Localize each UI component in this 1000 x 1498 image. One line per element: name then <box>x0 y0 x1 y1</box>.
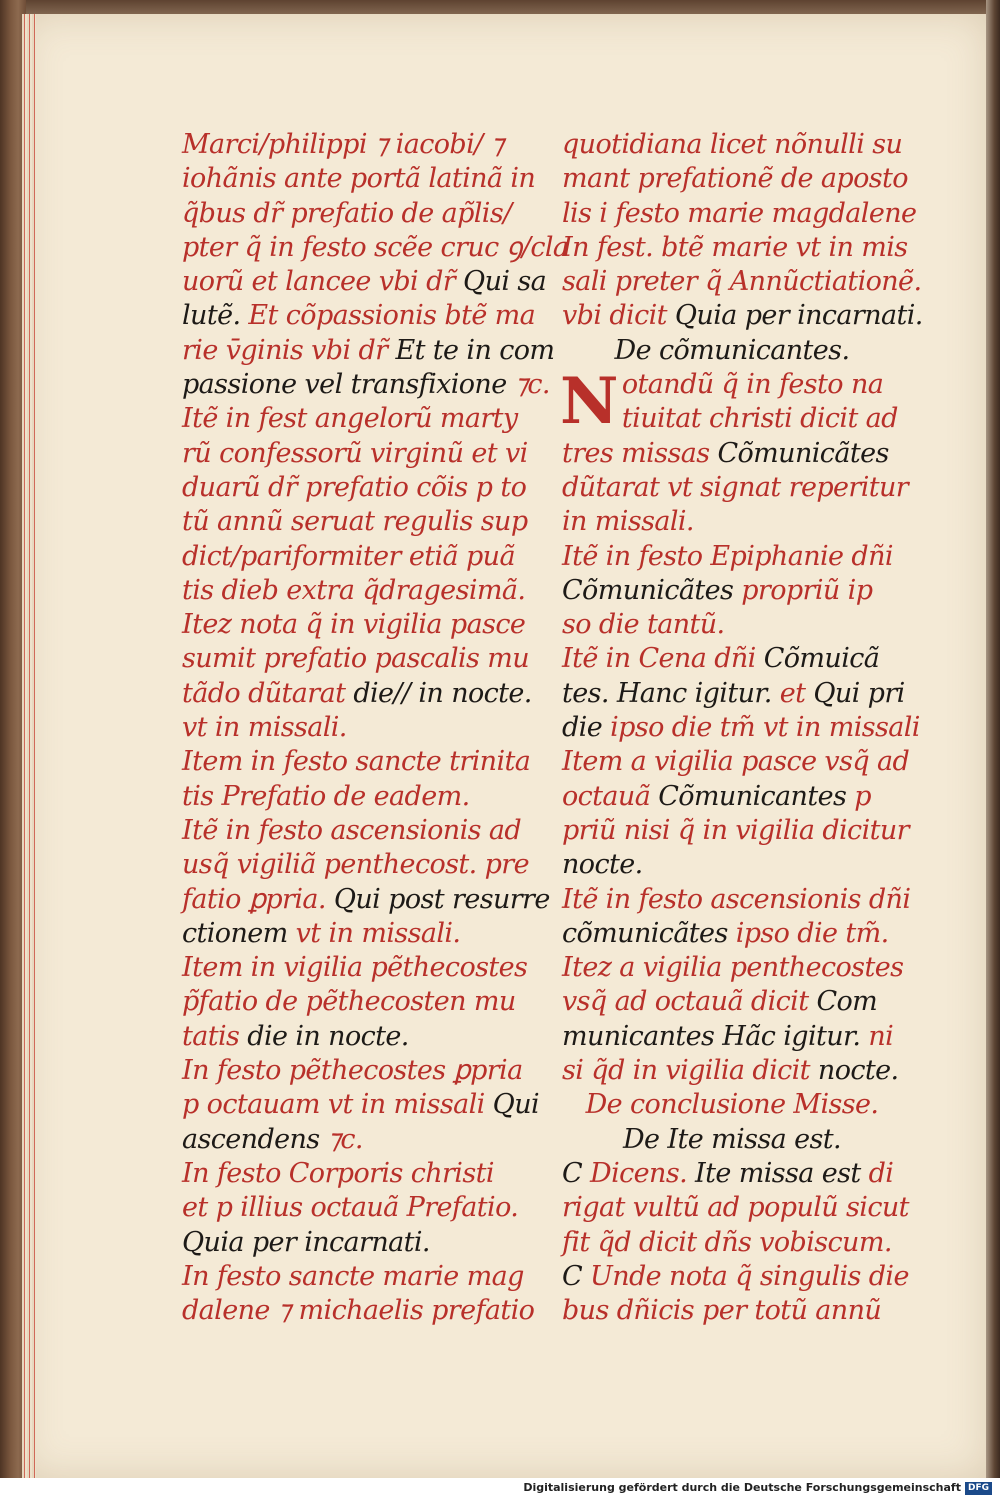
red-text-segment: octauã <box>562 780 659 812</box>
black-text-segment: passione vel transfixione <box>182 369 515 401</box>
red-text-segment: iohãnis ante portã latinã in <box>182 163 536 195</box>
footer-credit-text: Digitalisierung gefördert durch die Deutsche Forschungsgemeinschaft <box>523 1481 961 1494</box>
red-text-segment: Itẽ in fest angelorũ marty <box>182 403 518 435</box>
text-line <box>182 1088 540 1122</box>
text-line <box>562 471 909 505</box>
red-text-segment: p <box>854 780 871 812</box>
text-line <box>182 505 528 539</box>
text-line <box>562 334 902 368</box>
red-text-segment: uorũ et lancee vbi dr̃ <box>182 266 464 298</box>
red-text-segment: ipso die tm̃ vt in missali <box>610 712 920 744</box>
black-text-segment: Cõmunicãtes <box>562 574 742 606</box>
text-line <box>182 814 522 848</box>
red-text-segment: dict/pariformiter etiã puã <box>182 540 515 572</box>
red-text-segment: dũtarat vt signat reperitur <box>562 471 909 503</box>
red-text-segment: tiuitat christi dicit ad <box>621 403 898 435</box>
text-line <box>562 848 902 882</box>
red-text-segment: sumit prefatio pascalis mu <box>182 643 530 675</box>
red-text-segment: Marci/philippi ⁊ iacobi/ ⁊ <box>182 129 504 160</box>
black-text-segment: Qui pri <box>813 677 905 709</box>
text-line <box>562 574 902 608</box>
red-text-segment: Dicens. <box>590 1157 696 1189</box>
black-text-segment: Quia per incarnati. <box>182 1226 430 1258</box>
red-text-segment: pter q̃ in festo scẽe cruc ꝯ/cla <box>182 231 569 263</box>
text-line <box>562 1088 902 1122</box>
text-line <box>182 265 547 299</box>
black-text-segment: cõmunicãtes <box>562 917 736 949</box>
red-text-segment: in missali. <box>562 506 694 538</box>
text-line <box>562 299 923 333</box>
text-line <box>182 1157 522 1191</box>
red-text-segment: rie v̄ginis vbi dr̃ <box>182 334 396 366</box>
text-line <box>182 540 522 574</box>
text-line <box>562 745 910 779</box>
black-text-segment: Qui post resurre <box>333 883 550 915</box>
dfg-logo-icon: DFG <box>965 1482 992 1495</box>
text-line <box>182 231 569 265</box>
red-text-segment: sali preter q̃ Annũctiationẽ. <box>562 266 922 298</box>
red-text-segment: Item a vigilia pasce vsq̃ ad <box>562 746 910 778</box>
text-line <box>562 1157 902 1191</box>
red-text-segment: Itez a vigilia penthecostes <box>562 952 904 984</box>
red-text-segment: Item in festo sancte trinita <box>182 746 531 778</box>
red-text-segment: mant prefationẽ de aposto <box>562 163 908 195</box>
text-line <box>182 162 536 196</box>
red-text-segment: In festo Corporis christi <box>182 1157 494 1189</box>
black-text-segment: Cõmuicã <box>763 643 880 675</box>
red-text-segment: dalene ⁊ michaelis prefatio <box>182 1295 535 1327</box>
text-line <box>182 608 526 642</box>
text-line <box>562 1054 902 1088</box>
black-text-segment: die in nocte. <box>247 1020 409 1052</box>
black-text-segment: Qui sa <box>463 266 547 298</box>
decorated-initial: N <box>560 364 618 440</box>
red-text-segment: lis i festo marie magdalene <box>562 197 917 229</box>
black-text-segment: municantes Hãc igitur. <box>562 1020 869 1052</box>
text-line <box>182 848 529 882</box>
text-line <box>562 780 902 814</box>
red-text-segment: In festo pẽthecostes ꝑpria <box>182 1055 523 1087</box>
black-text-segment: Cõmunicãtes <box>717 437 889 469</box>
text-line <box>182 1020 522 1054</box>
red-text-segment: di <box>868 1157 894 1189</box>
red-text-segment: In festo sancte marie mag <box>182 1260 524 1292</box>
black-text-segment: De Ite missa est. <box>623 1123 841 1155</box>
red-text-segment: vsq̃ ad octauã dicit <box>562 986 817 1018</box>
text-line <box>182 1123 522 1157</box>
red-text-segment: tres missas <box>562 437 718 469</box>
text-line <box>562 162 908 196</box>
page-edge-lines <box>22 14 36 1478</box>
left-text-column <box>182 128 569 1328</box>
black-text-segment: nocte. <box>562 849 643 881</box>
red-text-segment: tatis <box>182 1020 248 1052</box>
red-text-segment: et p illius octauã Prefatio. <box>182 1192 519 1224</box>
text-line <box>562 985 902 1019</box>
text-line <box>182 1191 522 1225</box>
text-line <box>562 1226 902 1260</box>
black-text-segment: die// in nocte. <box>353 677 532 709</box>
text-line <box>182 299 536 333</box>
red-text-segment: vt in missali. <box>295 917 461 949</box>
red-text-segment: ⁊c. <box>514 369 550 401</box>
text-line <box>182 402 522 436</box>
text-line <box>182 917 522 951</box>
black-text-segment: tes. Hanc igitur. <box>562 677 780 709</box>
text-line <box>182 1226 522 1260</box>
text-line <box>562 505 902 539</box>
red-text-segment: fatio ꝑpria. <box>182 883 334 915</box>
text-line <box>562 1123 902 1157</box>
red-text-segment: vbi dicit <box>562 300 675 332</box>
text-line <box>562 540 902 574</box>
text-line <box>182 1260 522 1294</box>
black-text-segment: lutẽ. <box>182 300 249 332</box>
text-line <box>562 1260 909 1294</box>
red-text-segment: so die tantũ. <box>562 609 725 641</box>
text-line <box>562 642 902 676</box>
text-line <box>182 1054 522 1088</box>
black-text-segment: C <box>562 1157 591 1189</box>
black-text-segment: Et te in com <box>395 334 555 366</box>
red-text-segment: Et cõpassionis btẽ ma <box>248 300 536 332</box>
text-line <box>562 231 908 265</box>
text-line <box>562 814 909 848</box>
text-line <box>562 883 911 917</box>
red-text-segment: vt in missali. <box>182 712 347 744</box>
text-line <box>562 128 902 162</box>
red-text-segment: In fest. btẽ marie vt in mis <box>562 231 908 263</box>
red-text-segment: ni <box>868 1020 894 1052</box>
red-text-segment: tũ annũ seruat regulis sup <box>182 506 528 538</box>
red-text-segment: q̃bus dr̃ prefatio de ap̃lis/ <box>182 197 512 229</box>
text-line <box>562 1294 902 1328</box>
text-line <box>182 883 550 917</box>
red-text-segment: De conclusione Misse. <box>585 1089 879 1121</box>
text-line <box>182 471 527 505</box>
text-line <box>182 334 555 368</box>
text-line <box>562 711 920 745</box>
black-text-segment: Ite missa est <box>695 1157 869 1189</box>
black-text-segment: ctionem <box>182 917 296 949</box>
black-text-segment: Com <box>816 986 878 1018</box>
text-line <box>562 951 902 985</box>
red-text-segment: rũ confessorũ virginũ et vi <box>182 437 528 469</box>
text-line <box>182 780 522 814</box>
red-text-segment: Itẽ in festo ascensionis ad <box>182 814 522 846</box>
text-line <box>182 1294 535 1328</box>
book-binding-right <box>986 0 1000 1478</box>
text-line <box>562 1020 902 1054</box>
red-text-segment: Unde nota q̃ singulis die <box>590 1260 909 1292</box>
text-line <box>182 677 532 711</box>
red-text-segment: tis dieb extra q̃dragesimã. <box>182 574 526 606</box>
text-line <box>182 711 522 745</box>
red-text-segment: usq̃ vigiliã penthecost. pre <box>182 849 529 881</box>
black-text-segment: nocte. <box>817 1055 899 1087</box>
red-text-segment: p octauam vt in missali <box>182 1089 493 1121</box>
red-text-segment: et <box>779 677 814 709</box>
red-text-segment: si q̃d in vigilia dicit <box>562 1055 818 1087</box>
red-text-segment: Itez nota q̃ in vigilia pasce <box>182 609 526 641</box>
red-text-segment: tãdo dũtarat <box>182 677 354 709</box>
red-text-segment: bus dñicis per totũ annũ <box>562 1295 882 1327</box>
red-text-segment: p̃fatio de pẽthecosten mu <box>182 986 516 1018</box>
red-text-segment: tis Prefatio de eadem. <box>182 780 470 812</box>
text-line <box>182 642 530 676</box>
text-line <box>182 745 531 779</box>
red-text-segment: propriũ ip <box>741 574 873 606</box>
red-text-segment: Itẽ in Cena dñi <box>562 643 764 675</box>
text-line <box>562 608 902 642</box>
text-line <box>562 265 922 299</box>
right-text-column <box>560 128 923 1328</box>
text-line <box>562 437 902 471</box>
red-text-segment: ⁊c. <box>327 1123 363 1155</box>
black-text-segment: Cõmunicantes <box>658 780 855 812</box>
text-line <box>562 197 917 231</box>
text-line <box>182 574 526 608</box>
red-text-segment: otandũ q̃ in festo na <box>621 369 884 401</box>
text-line <box>562 917 902 951</box>
text-line <box>562 677 905 711</box>
black-text-segment: ascendens <box>182 1123 328 1155</box>
digitization-footer <box>0 1478 1000 1498</box>
red-text-segment: priũ nisi q̃ in vigilia dicitur <box>562 814 909 846</box>
text-line <box>182 985 522 1019</box>
text-line <box>182 128 522 162</box>
red-text-segment: Itẽ in festo ascensionis dñi <box>562 883 911 915</box>
red-text-segment: Item in vigilia pẽthecostes <box>182 952 528 984</box>
text-line <box>182 951 528 985</box>
text-line <box>182 437 528 471</box>
red-text-segment: ipso die tm̃. <box>735 917 889 949</box>
red-text-segment: quotidiana licet nõnulli su <box>562 129 903 160</box>
red-text-segment: Itẽ in festo Epiphanie dñi <box>562 540 893 572</box>
text-line <box>562 1191 909 1225</box>
black-text-segment: De cõmunicantes. <box>614 334 850 366</box>
black-text-segment: Quia per incarnati. <box>674 300 923 332</box>
black-text-segment: C <box>562 1260 591 1292</box>
black-text-segment: die <box>562 712 611 744</box>
red-text-segment: fit q̃d dicit dñs vobiscum. <box>562 1226 892 1258</box>
text-line <box>182 197 522 231</box>
red-text-segment: duarũ dr̃ prefatio cõis p to <box>182 471 527 503</box>
text-line <box>182 368 550 402</box>
black-text-segment: Qui <box>492 1089 540 1121</box>
red-text-segment: rigat vultũ ad populũ sicut <box>562 1192 909 1224</box>
